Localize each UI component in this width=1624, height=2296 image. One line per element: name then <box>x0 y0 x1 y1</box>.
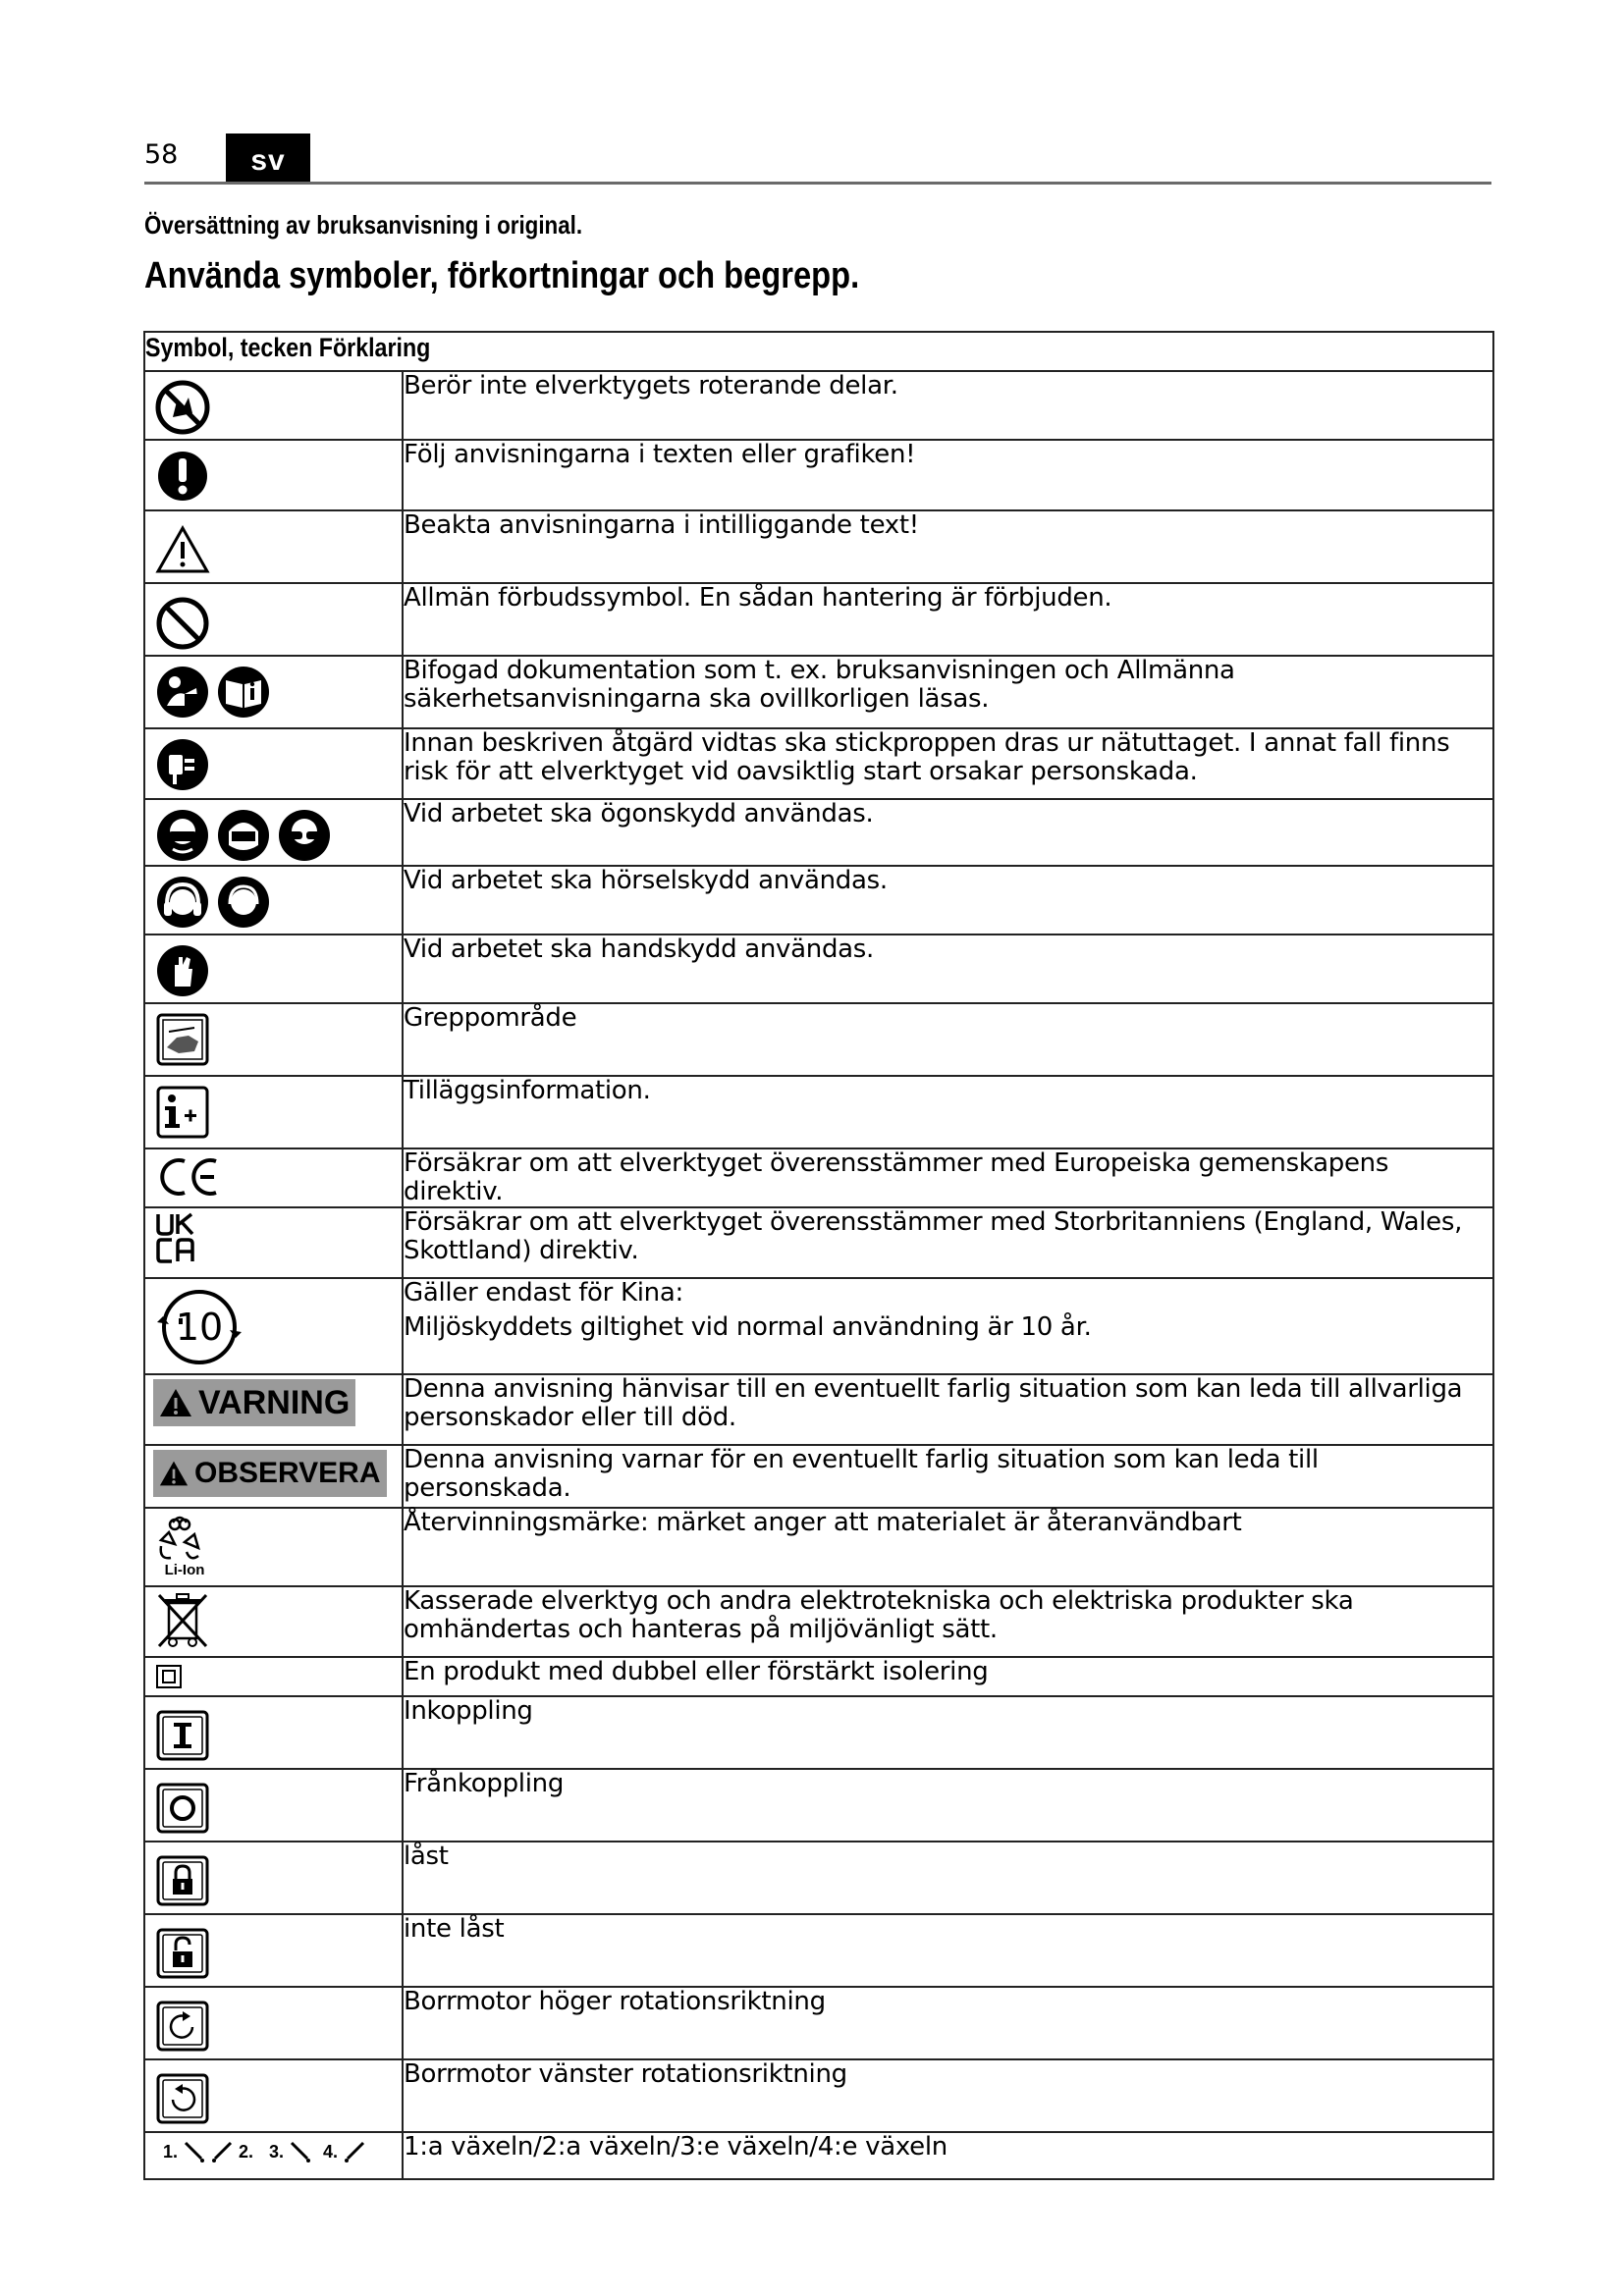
explanation-cell: låst <box>403 1842 1493 1914</box>
header-rule <box>144 182 1491 185</box>
ce-mark-icon <box>155 1155 224 1199</box>
symbols-table <box>143 331 1494 2180</box>
china-10-icon <box>155 1283 244 1371</box>
goggles-icon <box>155 808 210 863</box>
hand-protection-icon <box>155 943 210 998</box>
symbol-cell <box>144 1374 403 1445</box>
locked-icon <box>155 1854 210 1907</box>
symbol-cell <box>144 1076 403 1148</box>
explanation-cell: 1:a växeln/2:a växeln/3:e växeln/4:e växeln <box>403 2132 1493 2179</box>
china-note-detail: Miljöskyddets giltighet vid normal användning är 10 år. <box>404 1312 1092 1342</box>
language-badge: sv <box>226 133 310 183</box>
table-row <box>144 440 1493 510</box>
table-row <box>144 1003 1493 1076</box>
symbol-cell <box>144 2132 403 2179</box>
hearing-protection-icon <box>216 875 271 930</box>
table-row <box>144 371 1493 440</box>
table-row <box>144 1278 1493 1374</box>
symbol-cell <box>144 510 403 583</box>
symbol-cell <box>144 1207 403 1278</box>
table-row <box>144 2059 1493 2132</box>
explanation-cell: Kasserade elverktyg och andra elektrotekniska och elektriska produkter ska omhändertas och hanteras på miljövänligt sätt. <box>403 1586 1493 1657</box>
document-subtitle: Översättning av bruksanvisning i original. <box>144 210 583 240</box>
table-row <box>144 1769 1493 1842</box>
explanation-cell: Denna anvisning varnar för en eventuellt farlig situation som kan leda till personskada. <box>403 1445 1493 1508</box>
page-title: Använda symboler, förkortningar och begrepp. <box>144 255 860 296</box>
explanation-cell: Greppområde <box>403 1003 1493 1076</box>
symbol-cell <box>144 371 403 440</box>
explanation-cell: Tilläggsinformation. <box>403 1076 1493 1148</box>
symbol-cell <box>144 1987 403 2059</box>
symbol-cell <box>144 1278 403 1374</box>
symbol-cell <box>144 656 403 728</box>
explanation-cell <box>403 1278 1493 1374</box>
explanation-cell: Försäkrar om att elverktyget överensstämmer med Europeiska gemenskapens direktiv. <box>403 1148 1493 1207</box>
read-manual-icon <box>155 665 210 720</box>
symbol-cell <box>144 583 403 656</box>
gear-4-icon <box>344 2139 365 2164</box>
gear-1-label: 1. <box>163 2141 179 2162</box>
svg-text:10: 10 <box>175 1306 224 1349</box>
symbol-cell <box>144 440 403 510</box>
gear-3-icon <box>290 2139 311 2164</box>
grip-area-icon <box>155 1012 210 1067</box>
symbol-cell <box>144 1003 403 1076</box>
table-row <box>144 1987 1493 2059</box>
table-row <box>144 1657 1493 1696</box>
table-row <box>144 583 1493 656</box>
warning-triangle-icon <box>155 525 210 574</box>
table-row <box>144 656 1493 728</box>
double-insulation-icon <box>155 1664 183 1689</box>
symbol-cell <box>144 934 403 1003</box>
symbol-cell <box>144 1914 403 1987</box>
switch-off-icon <box>155 1782 210 1835</box>
symbol-cell <box>144 1445 403 1508</box>
explanation-cell: Inkoppling <box>403 1696 1493 1769</box>
table-row <box>144 2132 1493 2179</box>
explanation-cell: Berör inte elverktygets roterande delar. <box>403 371 1493 440</box>
weee-bin-icon <box>155 1591 210 1650</box>
gear-2-icon <box>211 2139 233 2164</box>
gear-4-label: 4. <box>323 2141 339 2162</box>
gears-symbol <box>145 2133 402 2164</box>
table-row <box>144 1914 1493 1987</box>
china-note: Gäller endast för Kina: <box>404 1278 683 1308</box>
observera-label: OBSERVERA <box>153 1450 387 1497</box>
page-number: 58 <box>144 139 179 170</box>
symbol-cell <box>144 1696 403 1769</box>
symbol-cell <box>144 2059 403 2132</box>
explanation-cell: Vid arbetet ska hörselskydd användas. <box>403 866 1493 934</box>
gear-3-label: 3. <box>269 2141 285 2162</box>
manual-info-icon <box>216 665 271 720</box>
symbol-cell <box>144 1586 403 1657</box>
table-row <box>144 1842 1493 1914</box>
explanation-cell: Vid arbetet ska handskydd användas. <box>403 934 1493 1003</box>
table-row <box>144 1586 1493 1657</box>
gear-2-label: 2. <box>239 2141 254 2162</box>
face-shield-icon <box>216 808 271 863</box>
explanation-cell: Vid arbetet ska ögonskydd användas. <box>403 799 1493 866</box>
explanation-cell: Återvinningsmärke: märket anger att materialet är återanvändbart <box>403 1508 1493 1586</box>
explanation-cell: Bifogad dokumentation som t. ex. bruksanvisningen och Allmänna säkerhetsanvisningarna ska ovillkorligen läsas. <box>403 656 1493 728</box>
switch-on-icon <box>155 1709 210 1762</box>
explanation-cell: inte låst <box>403 1914 1493 1987</box>
rotation-left-icon <box>155 2072 210 2125</box>
symbol-cell <box>144 799 403 866</box>
explanation-cell: Frånkoppling <box>403 1769 1493 1842</box>
symbol-cell <box>144 1657 403 1696</box>
symbol-cell <box>144 1148 403 1207</box>
table-row <box>144 1508 1493 1586</box>
gear-1-icon <box>184 2139 205 2164</box>
recycling-icon <box>155 1513 204 1568</box>
ear-muffs-icon <box>155 875 210 930</box>
unplug-icon <box>155 737 210 792</box>
explanation-cell: Denna anvisning hänvisar till en eventuellt farlig situation som kan leda till allvarliga personskador eller till död. <box>403 1374 1493 1445</box>
explanation-cell: Försäkrar om att elverktyget överensstämmer med Storbritanniens (England, Wales, Skottland) direktiv. <box>403 1207 1493 1278</box>
table-row <box>144 866 1493 934</box>
warning-triangle-icon <box>159 1460 189 1487</box>
explanation-cell: Borrmotor höger rotationsriktning <box>403 1987 1493 2059</box>
table-row <box>144 510 1493 583</box>
exclamation-icon <box>155 449 210 504</box>
explanation-cell: Beakta anvisningarna i intilliggande text! <box>403 510 1493 583</box>
symbol-cell <box>144 1842 403 1914</box>
ukca-mark-icon <box>155 1212 198 1263</box>
table-row <box>144 1076 1493 1148</box>
table-row <box>144 934 1493 1003</box>
symbol-cell <box>144 1508 403 1586</box>
table-row <box>144 1207 1493 1278</box>
symbol-cell <box>144 728 403 799</box>
warning-triangle-icon <box>159 1388 192 1417</box>
explanation-cell: Allmän förbudssymbol. En sådan hantering är förbjuden. <box>403 583 1493 656</box>
table-row <box>144 728 1493 799</box>
table-row <box>144 1148 1493 1207</box>
explanation-cell: Innan beskriven åtgärd vidtas ska stickproppen dras ur nätuttaget. I annat fall finns risk för att elverktyget vid oavsiktlig start orsakar personskada. <box>403 728 1493 799</box>
table-row <box>144 799 1493 866</box>
symbol-cell <box>144 1769 403 1842</box>
table-row <box>144 1696 1493 1769</box>
no-touch-rotating-icon <box>155 380 210 435</box>
explanation-cell: En produkt med dubbel eller förstärkt isolering <box>403 1657 1493 1696</box>
table-row <box>144 1445 1493 1508</box>
prohibition-icon <box>155 596 210 651</box>
info-plus-icon <box>155 1085 210 1140</box>
unlocked-icon <box>155 1927 210 1980</box>
li-ion-label: Li-Ion <box>164 1562 205 1578</box>
table-header-row <box>144 332 1493 371</box>
explanation-cell: Följ anvisningarna i texten eller grafiken! <box>403 440 1493 510</box>
explanation-cell: Borrmotor vänster rotationsriktning <box>403 2059 1493 2132</box>
table-row <box>144 1374 1493 1445</box>
varning-label: VARNING <box>153 1379 355 1426</box>
safety-glasses-icon <box>277 808 332 863</box>
table-header: Symbol, tecken Förklaring <box>144 332 1493 371</box>
symbol-cell <box>144 866 403 934</box>
rotation-right-icon <box>155 2000 210 2053</box>
